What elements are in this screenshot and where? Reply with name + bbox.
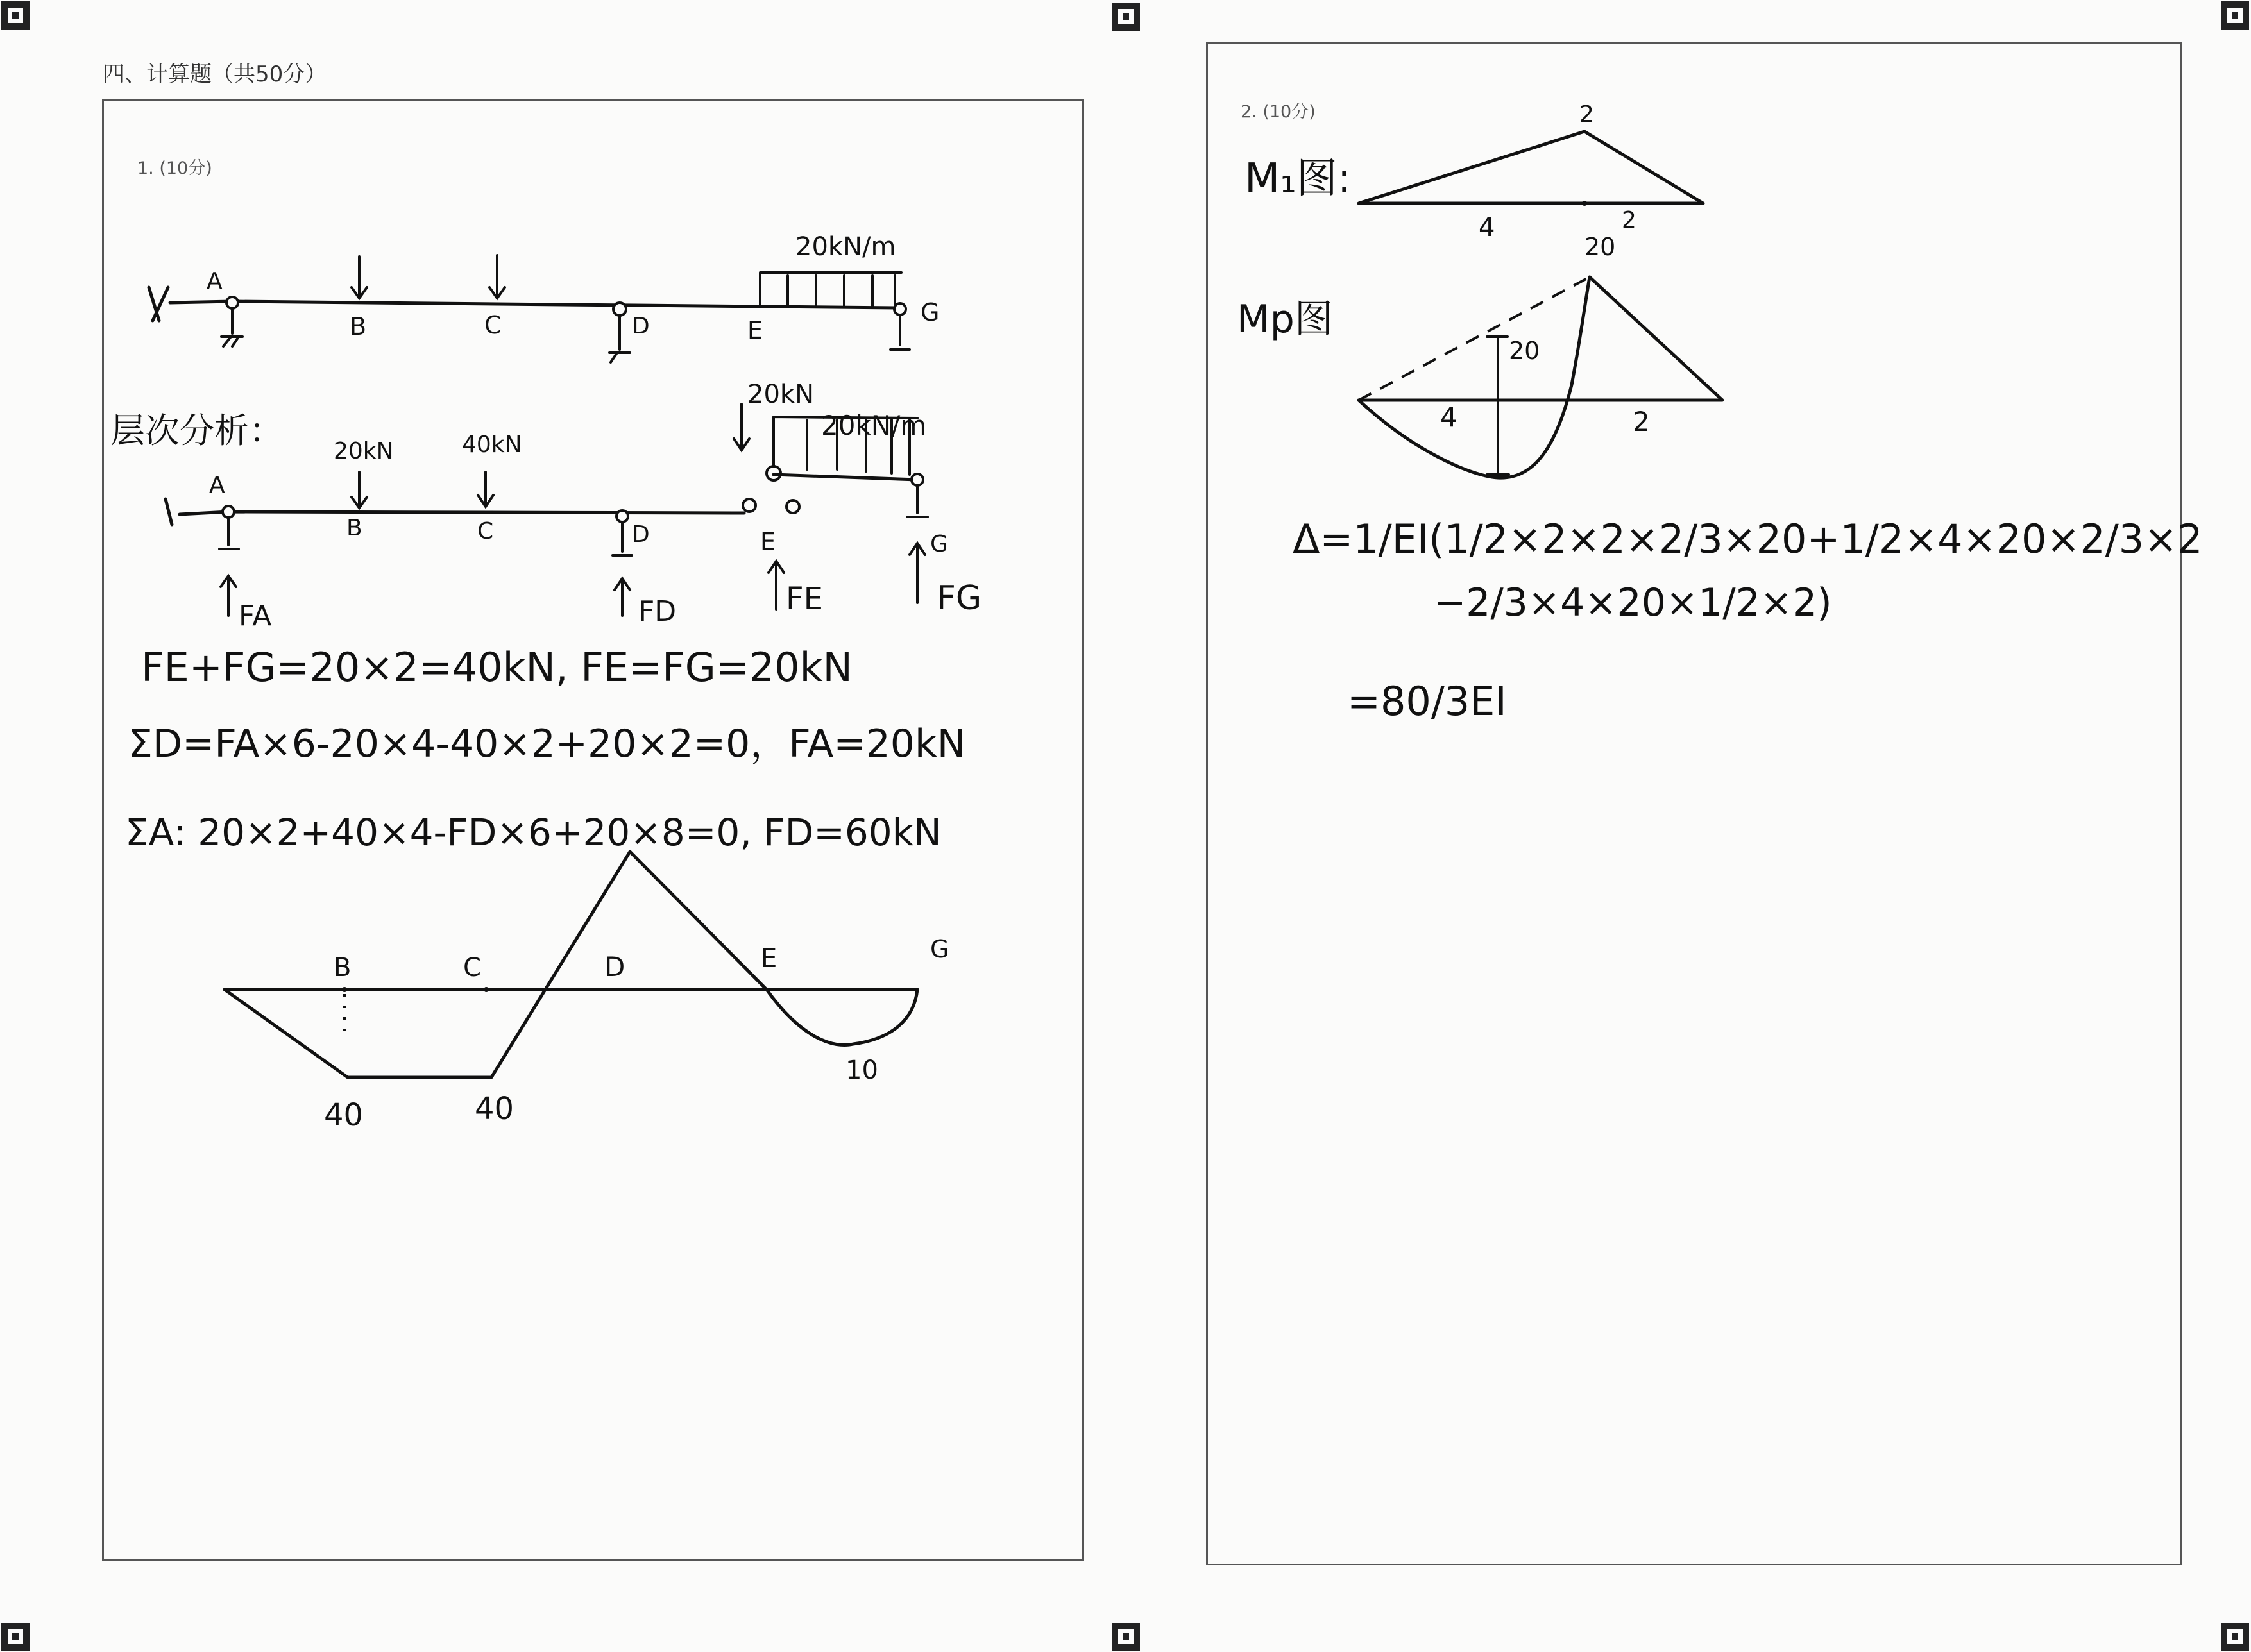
section-title: 四、计算题（共50分） bbox=[103, 62, 327, 87]
reaction-FD: FD bbox=[638, 595, 677, 628]
label-A: A bbox=[207, 268, 223, 294]
reaction-FE: FE bbox=[786, 581, 823, 617]
mp-span-4: 4 bbox=[1440, 401, 1457, 433]
label-C: C bbox=[463, 953, 481, 982]
mp-mid-value: 20 bbox=[1509, 337, 1540, 365]
load-label: 20kN/m bbox=[795, 232, 896, 262]
mp-span-2: 2 bbox=[1633, 406, 1650, 437]
analysis-heading: 层次分析： bbox=[110, 410, 284, 451]
label-E: E bbox=[747, 316, 763, 344]
m1-diagram bbox=[1244, 101, 1703, 242]
label-A: A bbox=[209, 472, 225, 498]
label-G: G bbox=[930, 531, 948, 557]
equation-2: ΣD=FA×6-20×4-40×2+20×2=0，FA=20kN bbox=[128, 721, 966, 766]
hierarchy-analysis bbox=[110, 380, 981, 632]
reaction-FG: FG bbox=[937, 579, 982, 618]
moment-value-40-C: 40 bbox=[475, 1091, 514, 1127]
reaction-FA: FA bbox=[239, 600, 272, 632]
mp-title: Mp图 bbox=[1237, 297, 1333, 342]
moment-value-10: 10 bbox=[845, 1056, 878, 1085]
label-D: D bbox=[632, 521, 650, 548]
question-1-label: 1. (10分) bbox=[137, 158, 212, 178]
hinge-load: 20kN bbox=[747, 380, 814, 409]
label-E: E bbox=[760, 528, 776, 556]
moment-diagram bbox=[225, 852, 949, 1133]
result: =80/3EI bbox=[1347, 678, 1507, 725]
equation-1: FE+FG=20×2=40kN, FE=FG=20kN bbox=[141, 644, 853, 691]
label-B: B bbox=[334, 953, 352, 982]
equation-3: ΣA: 20×2+40×4-FD×6+20×8=0, FD=60kN bbox=[125, 811, 942, 854]
label-G: G bbox=[930, 935, 949, 963]
label-B: B bbox=[350, 312, 367, 341]
question-2-label: 2. (10分) bbox=[1241, 102, 1316, 122]
beam-diagram bbox=[149, 232, 939, 362]
mp-diagram bbox=[1237, 233, 1722, 478]
label-C: C bbox=[484, 311, 502, 339]
label-C: C bbox=[477, 518, 494, 544]
m1-peak-value: 2 bbox=[1579, 101, 1594, 128]
label-D: D bbox=[604, 951, 625, 982]
formula-line-2: −2/3×4×20×1/2×2) bbox=[1434, 580, 1832, 625]
dist-load: 20kN/m bbox=[821, 410, 927, 441]
mp-peak-value: 20 bbox=[1584, 233, 1616, 261]
m1-span-2: 2 bbox=[1622, 207, 1636, 233]
upper-load-40kN: 40kN bbox=[462, 432, 522, 458]
m1-title: M₁图: bbox=[1244, 155, 1352, 203]
label-D: D bbox=[632, 313, 650, 339]
moment-value-40-B: 40 bbox=[324, 1097, 364, 1133]
label-E: E bbox=[761, 944, 777, 973]
label-B: B bbox=[346, 515, 362, 541]
formula-line-1: Δ=1/EI(1/2×2×2×2/3×20+1/2×4×20×2/3×2 bbox=[1293, 516, 2203, 562]
m1-span-4: 4 bbox=[1479, 213, 1495, 242]
upper-load-20kN: 20kN bbox=[334, 438, 394, 464]
label-G: G bbox=[921, 298, 940, 326]
